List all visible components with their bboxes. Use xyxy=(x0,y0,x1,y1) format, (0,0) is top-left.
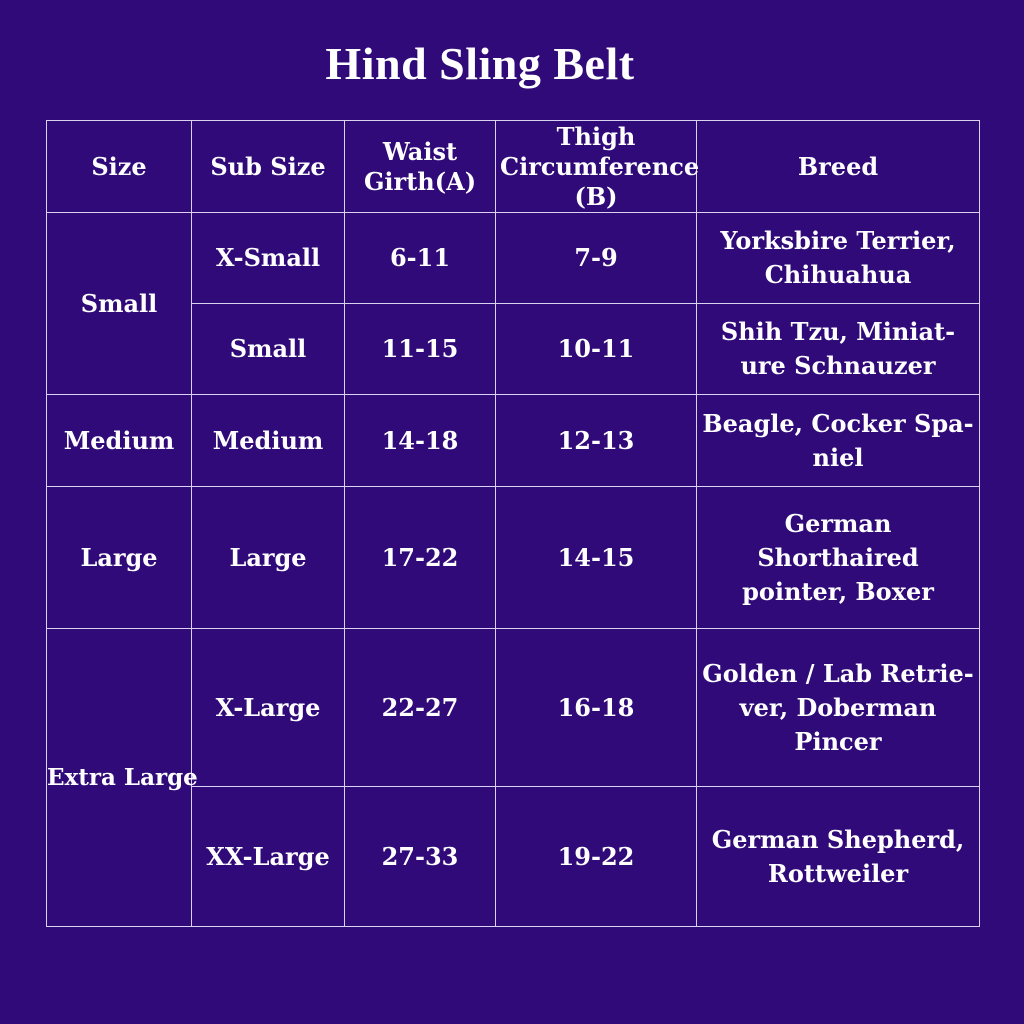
breed-cell: German Shorthaired pointer, Boxer xyxy=(697,487,980,629)
waist-cell: 27-33 xyxy=(345,787,496,927)
table-header-row xyxy=(47,121,980,213)
size-cell: Small xyxy=(47,213,192,395)
thigh-cell: 16-18 xyxy=(496,629,697,787)
sub-size-cell: X-Small xyxy=(192,213,345,304)
sub-size-cell: Large xyxy=(192,487,345,629)
breed-cell: Yorksbire Terrier, Chihuahua xyxy=(697,213,980,304)
header-size: Size xyxy=(47,121,192,213)
header-breed: Breed xyxy=(697,121,980,213)
sub-size-cell: X-Large xyxy=(192,629,345,787)
waist-cell: 14-18 xyxy=(345,395,496,487)
page-title: Hind Sling Belt xyxy=(325,38,635,89)
header-sub-size: Sub Size xyxy=(192,121,345,213)
breed-cell: German Shepherd, Rottweiler xyxy=(697,787,980,927)
breed-cell: Beagle, Cocker Spa-niel xyxy=(697,395,980,487)
size-chart-table xyxy=(46,120,980,927)
table-row xyxy=(47,629,980,787)
header-thigh-circumference: Thigh Circumference (B) xyxy=(496,121,697,213)
thigh-cell: 19-22 xyxy=(496,787,697,927)
table-row xyxy=(47,395,980,487)
waist-cell: 22-27 xyxy=(345,629,496,787)
size-cell: Extra Large xyxy=(47,629,192,927)
breed-cell: Shih Tzu, Miniat-ure Schnauzer xyxy=(697,304,980,395)
header-waist-girth: Waist Girth(A) xyxy=(345,121,496,213)
sub-size-cell: Small xyxy=(192,304,345,395)
thigh-cell: 14-15 xyxy=(496,487,697,629)
thigh-cell: 7-9 xyxy=(496,213,697,304)
waist-cell: 6-11 xyxy=(345,213,496,304)
sub-size-cell: XX-Large xyxy=(192,787,345,927)
size-cell: Medium xyxy=(47,395,192,487)
table-row xyxy=(47,213,980,304)
thigh-cell: 10-11 xyxy=(496,304,697,395)
breed-cell: Golden / Lab Retrie-ver, Doberman Pincer xyxy=(697,629,980,787)
waist-cell: 11-15 xyxy=(345,304,496,395)
thigh-cell: 12-13 xyxy=(496,395,697,487)
table-row xyxy=(47,487,980,629)
sub-size-cell: Medium xyxy=(192,395,345,487)
size-cell: Large xyxy=(47,487,192,629)
waist-cell: 17-22 xyxy=(345,487,496,629)
